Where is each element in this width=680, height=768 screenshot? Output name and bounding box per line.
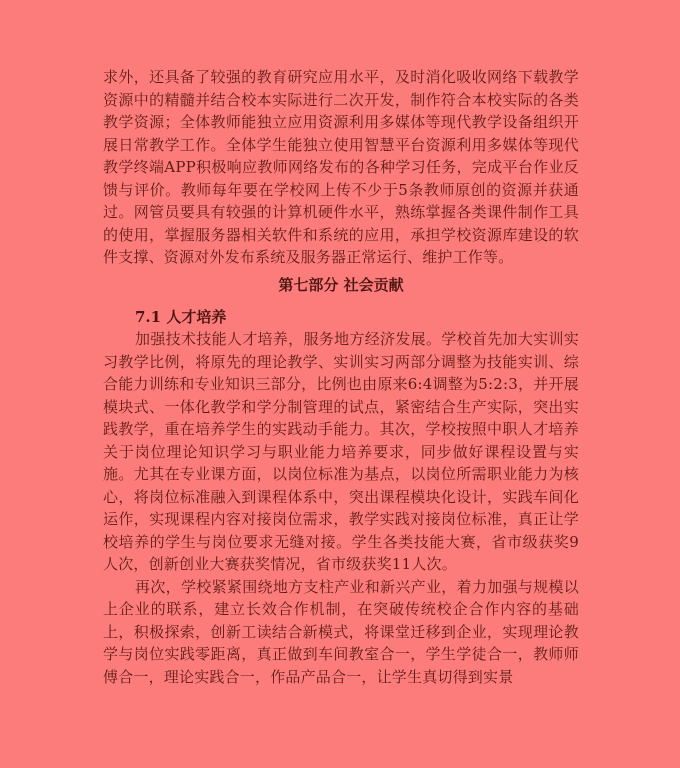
document-page (103, 66, 579, 688)
body-paragraph-talent-training: 加强技术技能人才培养，服务地方经济发展。学校首先加大实训实习教学比例，将原先的理论教学、实训实习两部分调整为技能实训、综合能力训练和专业知识三部分，比例也由原来6:4调整为5:2:3，并开展模块式、一体化教学和学分制管理的试点，紧密结合生产实际，突出实践教学，重在培养学生的实践动手能力。其次，学校按照中职人才培养关于岗位理论知识学习与职业能力培养要求，同步做好课程设置与实施。尤其在专业课方面，以岗位标准为基点，以岗位所需职业能力为核心，将岗位标准融入到课程体系中，突出课程模块化设计，实践车间化运作，实现课程内容对接岗位需求，教学实践对接岗位标准，真正让学校培养的学生与岗位要求无缝对接。学生各类技能大赛，省市级获奖9人次，创新创业大赛获奖情况，省市级获奖11人次。 (103, 330, 579, 573)
section-title: 第七部分 社会贡献 (278, 275, 404, 294)
intro-paragraph: 求外，还具备了较强的教育研究应用水平，及时消化吸收网络下载教学资源中的精髓并结合校本实际进行二次开发，制作符合本校实际的各类教学资源；全体教师能独立应用资源利用多媒体等现代教学设备组织开展日常教学工作。全体学生能独立使用智慧平台资源利用多媒体等现代教学终端APP积极响应教师网络发布的各种学习任务，完成平台作业反馈与评价。教师每年要在学校网上传不少于5条教师原创的资源并获通过。网管员要具有较强的计算机硬件水平，熟练掌握各类课件制作工具的使用，掌握服务器相关软件和系统的应用，承担学校资源库建设的软件支撑、资源对外发布系统及服务器正常运行、维护工作等。 (103, 68, 579, 266)
body-paragraph-school-enterprise: 再次，学校紧紧围绕地方支柱产业和新兴产业，着力加强与规模以上企业的联系，建立长效合作机制，在突破传统校企合作内容的基础上，积极探索，创新工读结合新模式，将课堂迁移到企业，实现理论教学与岗位实践零距离，真正做到车间教室合一，学生学徒合一，教师师傅合一，理论实践合一，作品产品合一，让学生真切得到实景 (103, 577, 579, 686)
subsection-heading: 7.1 人才培养 (135, 307, 227, 326)
